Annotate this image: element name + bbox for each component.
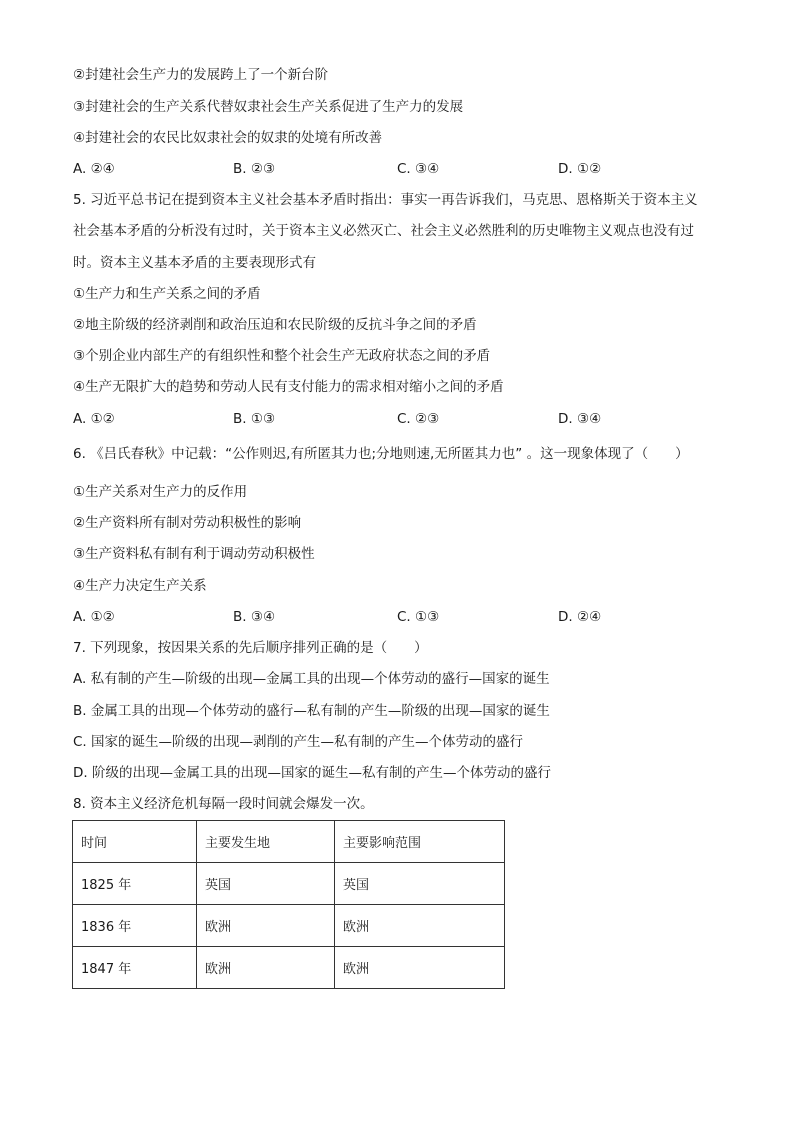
table-cell: 英国 (197, 863, 335, 905)
q6-option-b: B. ③④ (233, 609, 276, 625)
q6-option-d: D. ②④ (558, 609, 602, 625)
crisis-table (72, 820, 505, 989)
q5-stem-line-2: 社会基本矛盾的分析没有过时，关于资本主义必然灭亡、社会主义必然胜利的历史唯物主义观点也没有过 (73, 223, 694, 239)
q4-option-a: A. ②④ (73, 161, 115, 177)
table-cell: 欧洲 (197, 947, 335, 989)
q4-statement-2: ②封建社会生产力的发展跨上了一个新台阶 (73, 67, 329, 83)
q4-option-b: B. ②③ (233, 161, 276, 177)
q5-option-d: D. ③④ (558, 411, 602, 427)
q7-stem: 7. 下列现象，按因果关系的先后顺序排列正确的是（ ） (73, 640, 428, 656)
q5-option-a: A. ①② (73, 411, 115, 427)
table-header-cell: 主要影响范围 (335, 821, 505, 863)
q7-choice-b: B. 金属工具的出现—个体劳动的盛行—私有制的产生—阶级的出现—国家的诞生 (73, 703, 550, 719)
q6-statement-4: ④生产力决定生产关系 (73, 578, 207, 594)
q8-stem: 8. 资本主义经济危机每隔一段时间就会爆发一次。 (73, 796, 374, 812)
q6-statement-2: ②生产资料所有制对劳动积极性的影响 (73, 515, 302, 531)
q7-choice-a: A. 私有制的产生—阶级的出现—金属工具的出现—个体劳动的盛行—国家的诞生 (73, 671, 550, 687)
q6-statement-3: ③生产资料私有制有利于调动劳动积极性 (73, 546, 315, 562)
table-row (73, 947, 505, 989)
table-cell: 欧洲 (197, 905, 335, 947)
q6-statement-1: ①生产关系对生产力的反作用 (73, 484, 248, 500)
table-cell: 欧洲 (335, 947, 505, 989)
q5-statement-2: ②地主阶级的经济剥削和政治压迫和农民阶级的反抗斗争之间的矛盾 (73, 317, 477, 333)
q6-option-c: C. ①③ (397, 609, 440, 625)
q5-stem-line-3: 时。资本主义基本矛盾的主要表现形式有 (73, 255, 316, 271)
q4-options (73, 160, 713, 178)
q5-statement-4: ④生产无限扩大的趋势和劳动人民有支付能力的需求相对缩小之间的矛盾 (73, 379, 504, 395)
q4-option-d: D. ①② (558, 161, 602, 177)
q4-statement-4: ④封建社会的农民比奴隶社会的奴隶的处境有所改善 (73, 130, 383, 146)
table-header-row (73, 821, 505, 863)
table-row (73, 863, 505, 905)
table-cell: 英国 (335, 863, 505, 905)
q5-option-b: B. ①③ (233, 411, 276, 427)
q5-options (73, 410, 713, 428)
q7-choice-c: C. 国家的诞生—阶级的出现—剥削的产生—私有制的产生—个体劳动的盛行 (73, 734, 524, 750)
table-cell: 欧洲 (335, 905, 505, 947)
q6-options (73, 608, 713, 626)
q4-option-c: C. ③④ (397, 161, 440, 177)
q5-statement-3: ③个别企业内部生产的有组织性和整个社会生产无政府状态之间的矛盾 (73, 348, 491, 364)
q5-stem-line-1: 5. 习近平总书记在提到资本主义社会基本矛盾时指出：事实一再告诉我们，马克思、恩格斯关于资本主义 (73, 192, 698, 208)
table-header-cell: 时间 (73, 821, 197, 863)
q5-option-c: C. ②③ (397, 411, 440, 427)
table-row (73, 905, 505, 947)
q6-option-a: A. ①② (73, 609, 115, 625)
table-header-cell: 主要发生地 (197, 821, 335, 863)
q7-choice-d: D. 阶级的出现—金属工具的出现—国家的诞生—私有制的产生—个体劳动的盛行 (73, 765, 551, 781)
table-cell: 1836 年 (73, 905, 197, 947)
table-cell: 1847 年 (73, 947, 197, 989)
q5-statement-1: ①生产力和生产关系之间的矛盾 (73, 286, 261, 302)
q6-stem: 6. 《吕氏春秋》中记载：“公作则迟,有所匿其力也;分地则速,无所匿其力也” 。这一现象体现了（ ） (73, 446, 689, 462)
q4-statement-3: ③封建社会的生产关系代替奴隶社会生产关系促进了生产力的发展 (73, 99, 464, 115)
table-cell: 1825 年 (73, 863, 197, 905)
